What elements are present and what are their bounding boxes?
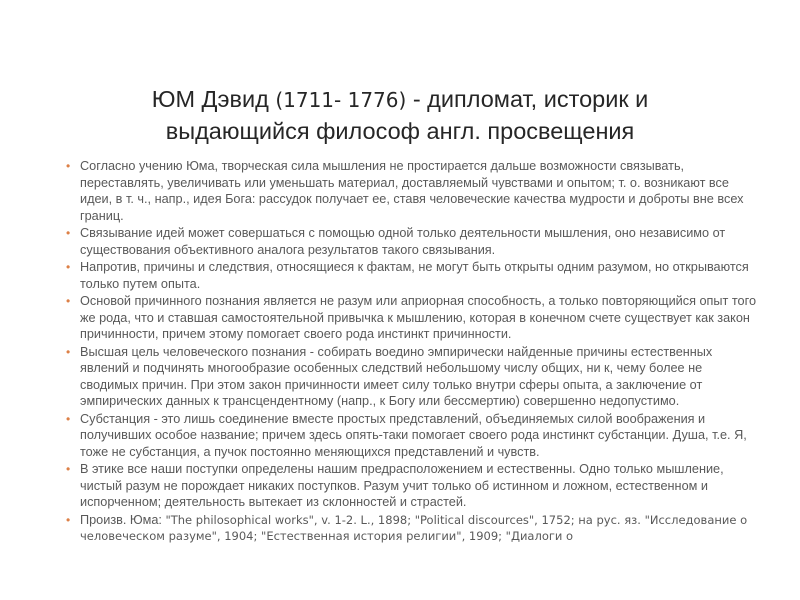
paragraph-text: Согласно учению Юма, творческая сила мышления не простирается дальше возможности связывать, переставлять, увеличивать или уменьшать материал, доставляемый чувствами и опытом; т. о. возникают все идеи, в т. ч., напр., идея Бога: рассудок получает ее, ставя человеческие качества мудрости и доброты вне всех границ. — [80, 159, 744, 223]
bullet-item — [66, 344, 756, 410]
paragraph-text: Связывание идей может совершаться с помощью одной только деятельности мышления, оно независимо от существования объективного аналога результатов такого связывания. — [80, 226, 726, 257]
bullet-marker: • — [66, 294, 71, 308]
bullet-marker: • — [66, 512, 71, 527]
bullet-marker: • — [66, 159, 71, 173]
paragraph-text: Напротив, причины и следствия, относящиеся к фактам, не могут быть открыты одним разумом, но открываются только путем опыта. — [80, 260, 749, 291]
title-years: (1711- 1776) — [275, 88, 407, 112]
bullet-item-works — [66, 512, 756, 545]
bullet-list — [66, 158, 756, 546]
works-references: "The philosophical works", v. 1-2. L., 1898; "Political discources", 1752; на рус. яз. "Исследование о человеческом разуме", 1904; "Естественная история религии", 1909; "Диалоги о — [80, 512, 748, 543]
bullet-marker: • — [66, 344, 71, 359]
works-prefix: Произв. Юма: — [80, 512, 166, 527]
paragraph-text: Высшая цель человеческого познания - собирать воедино эмпирически найденные причины естественных явлений и подчинять многообразие особенных следствий небольшому числу общих, ни к, чему более не сводимых причин. При этом закон причинности имеет силу только внутри сферы опыта, а заключение от эмпирических данных к трансцендентному (напр., к Богу или бессмертию) совершенно недопустимо. — [80, 344, 713, 408]
paragraph-text: Субстанция - это лишь соединение вместе простых представлений, объединяемых силой воображения и получивших особое название; причем здесь опять-таки помогает своего рода инстинкт субстанции. Душа, т.е. Я, тоже не субстанция, а пучок постоянно меняющихся представлений и чувств. — [80, 411, 747, 459]
bullet-item — [66, 259, 756, 292]
bullet-item — [66, 411, 756, 461]
bullet-item — [66, 461, 756, 511]
title-name: ЮМ Дэвид — [151, 86, 269, 112]
bullet-item — [66, 158, 756, 224]
bullet-marker: • — [66, 411, 71, 426]
bullet-marker: • — [66, 462, 71, 476]
bullet-marker: • — [66, 260, 71, 274]
bullet-item — [66, 225, 756, 258]
title-rest: - дипломат, историк и — [406, 86, 649, 112]
title-line-2: выдающийся философ англ. просвещения — [165, 118, 635, 144]
bullet-marker: • — [66, 226, 71, 240]
paragraph-text: В этике все наши поступки определены нашим предрасположением и естественны. Одно только мышление, чистый разум не порождает никаких поступков. Разум учит только об истинном и ложном, естественном и испорченном; деятельность вытекает из склонностей и страстей. — [80, 462, 724, 509]
bullet-item — [66, 293, 756, 343]
slide-title — [60, 84, 740, 147]
paragraph-text: Основой причинного познания является не разум или априорная способность, а только повторяющийся опыт того же рода, что и ставшая самостоятельной привычка к мышлению, которая в конечном счете существует как закон причинности, причем этому помогает своего рода инстинкт причинности. — [80, 294, 757, 341]
